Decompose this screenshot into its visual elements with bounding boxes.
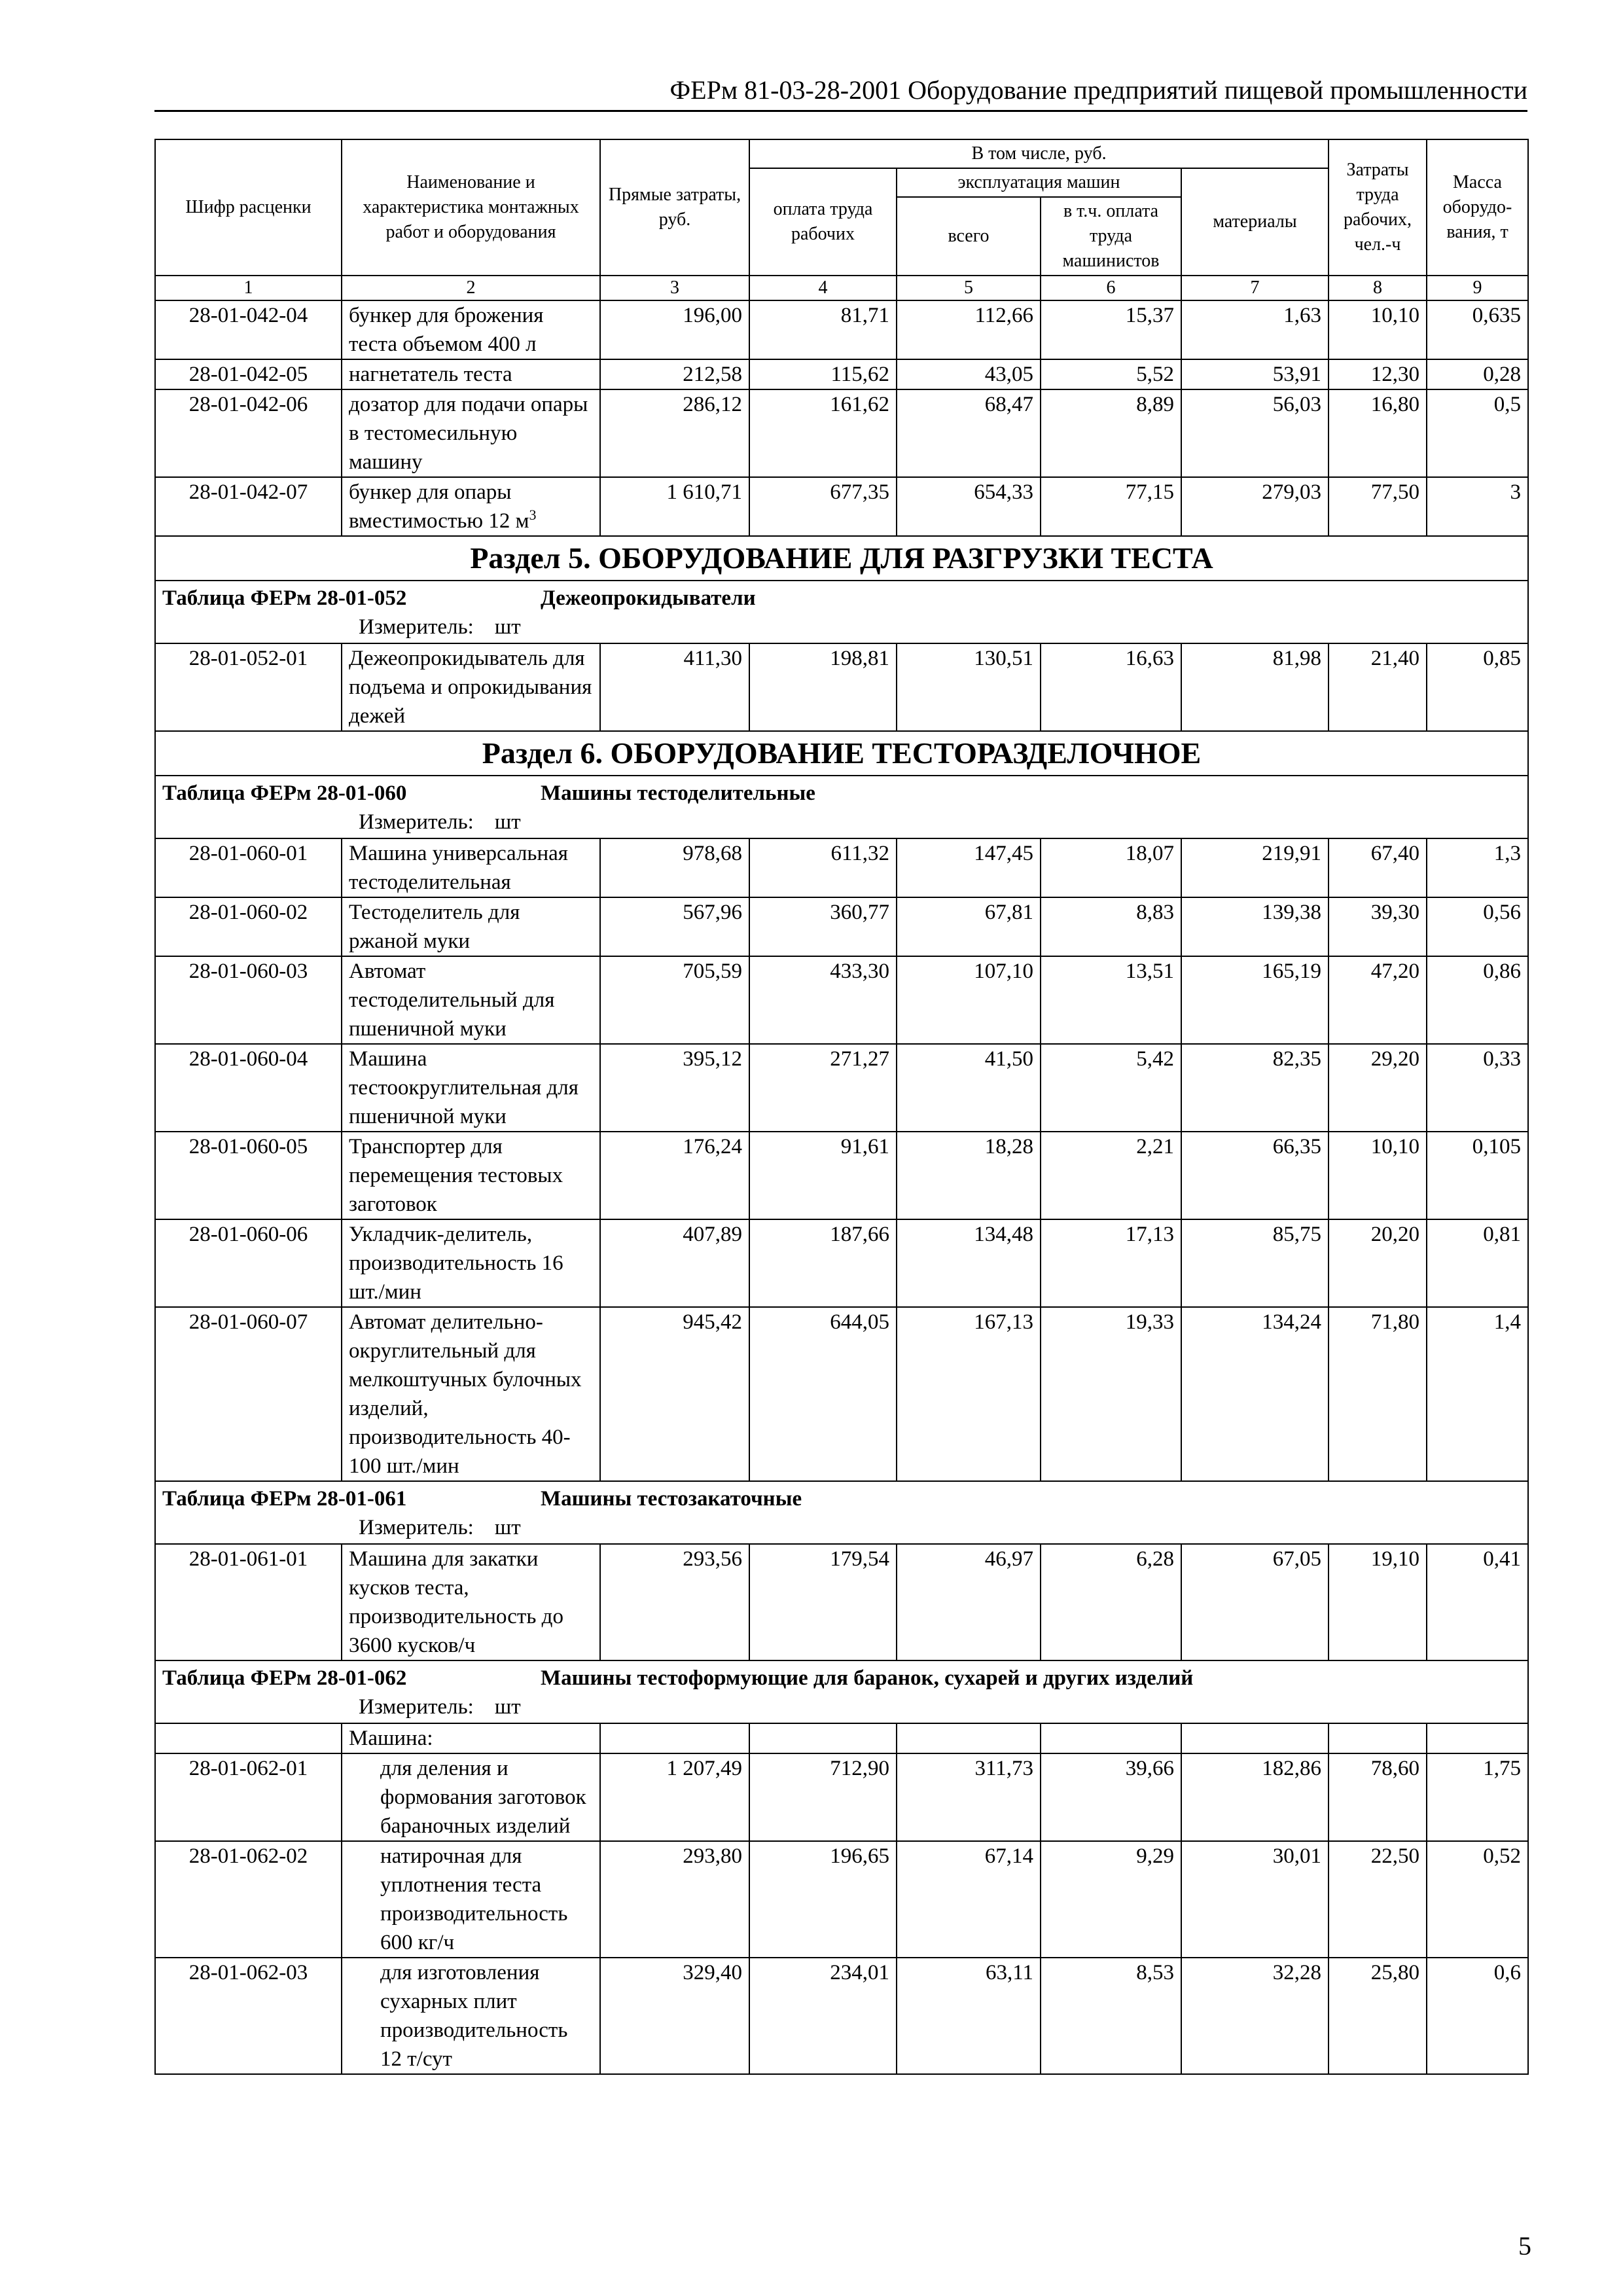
- item-name: [342, 1307, 600, 1481]
- machinist-pay: 8,53: [1041, 1958, 1181, 2074]
- item-name-text: для деления и формования заготовок бараночных изделий: [380, 1757, 586, 1838]
- item-name: [342, 300, 600, 359]
- table-row: [155, 300, 1528, 359]
- direct-cost: 1 610,71: [600, 477, 749, 536]
- labor-hours: 47,20: [1329, 956, 1427, 1044]
- machines-total: 134,48: [897, 1219, 1041, 1307]
- materials-cost: 134,24: [1181, 1307, 1329, 1481]
- col-number: 5: [897, 276, 1041, 300]
- table-caption: [155, 581, 1528, 613]
- item-name: [342, 1753, 600, 1841]
- labor-pay: 433,30: [749, 956, 897, 1044]
- table-measure: [155, 808, 1528, 838]
- materials-cost: 82,35: [1181, 1044, 1329, 1132]
- labor-hours: 22,50: [1329, 1841, 1427, 1958]
- measure-value: шт: [494, 1516, 521, 1539]
- direct-cost: 978,68: [600, 838, 749, 897]
- col-labor-header: Затраты труда рабочих, чел.-ч: [1329, 139, 1427, 276]
- table-row: [155, 1307, 1528, 1481]
- labor-hours: 67,40: [1329, 838, 1427, 897]
- table-row: [155, 359, 1528, 389]
- table-body-062: [155, 1753, 1528, 2074]
- table-row: [155, 1544, 1528, 1660]
- item-name-text: Тестоделитель для ржаной муки: [349, 901, 520, 953]
- machinist-pay: 77,15: [1041, 477, 1181, 536]
- col-code-header: Шифр расценки: [155, 139, 342, 276]
- direct-cost: 286,12: [600, 389, 749, 477]
- equipment-mass: 0,28: [1427, 359, 1528, 389]
- machinist-pay: 16,63: [1041, 643, 1181, 731]
- materials-cost: 81,98: [1181, 643, 1329, 731]
- col-incl-header: В том числе, руб.: [749, 139, 1329, 168]
- machinist-pay: 5,42: [1041, 1044, 1181, 1132]
- equipment-mass: 0,56: [1427, 897, 1528, 956]
- equipment-mass: 0,6: [1427, 1958, 1528, 2074]
- equipment-mass: 0,105: [1427, 1132, 1528, 1219]
- labor-pay: 360,77: [749, 897, 897, 956]
- table-title: Дежеопрокидыватели: [541, 586, 756, 610]
- direct-cost: 705,59: [600, 956, 749, 1044]
- labor-hours: 21,40: [1329, 643, 1427, 731]
- rate-code: 28-01-060-05: [155, 1132, 342, 1219]
- table-measure: [155, 1513, 1528, 1544]
- section-5: [155, 536, 1528, 643]
- direct-cost: 196,00: [600, 300, 749, 359]
- item-name: [342, 1044, 600, 1132]
- rate-code: 28-01-060-06: [155, 1219, 342, 1307]
- rate-code: 28-01-062-02: [155, 1841, 342, 1958]
- item-name: [342, 1544, 600, 1660]
- table-row: [155, 643, 1528, 731]
- item-name-text: Машина универсальная тестоделительная: [349, 842, 568, 894]
- table-row: [155, 1958, 1528, 2074]
- machines-total: 107,10: [897, 956, 1041, 1044]
- section-title: Раздел 6. ОБОРУДОВАНИЕ ТЕСТОРАЗДЕЛОЧНОЕ: [155, 731, 1528, 776]
- col-machines-header: эксплуатация машин: [897, 168, 1181, 197]
- machinist-pay: 15,37: [1041, 300, 1181, 359]
- measure-label: Измеритель:: [359, 810, 474, 834]
- item-name-text: нагнетатель теста: [349, 363, 512, 386]
- item-name-text: натирочная для уплотнения теста производительность 600 кг/ч: [380, 1844, 568, 1954]
- table-body-042: [155, 300, 1528, 536]
- labor-hours: 16,80: [1329, 389, 1427, 477]
- machines-total: 18,28: [897, 1132, 1041, 1219]
- labor-hours: 12,30: [1329, 359, 1427, 389]
- group-label: Машина:: [342, 1723, 600, 1753]
- col-machtotal-header: всего: [897, 197, 1041, 276]
- table-row: [155, 389, 1528, 477]
- machines-total: 112,66: [897, 300, 1041, 359]
- machines-total: 654,33: [897, 477, 1041, 536]
- rate-code: 28-01-061-01: [155, 1544, 342, 1660]
- direct-cost: 1 207,49: [600, 1753, 749, 1841]
- labor-pay: 179,54: [749, 1544, 897, 1660]
- direct-cost: 293,80: [600, 1841, 749, 1958]
- col-number: 8: [1329, 276, 1427, 300]
- rate-code: 28-01-060-07: [155, 1307, 342, 1481]
- item-name: [342, 1958, 600, 2074]
- machinist-pay: 6,28: [1041, 1544, 1181, 1660]
- rate-code: 28-01-042-05: [155, 359, 342, 389]
- machinist-pay: 18,07: [1041, 838, 1181, 897]
- item-name-text: Машина для закатки кусков теста, производительность до 3600 кусков/ч: [349, 1547, 563, 1657]
- measure-label: Измеритель:: [359, 1695, 474, 1719]
- col-number: 7: [1181, 276, 1329, 300]
- materials-cost: 67,05: [1181, 1544, 1329, 1660]
- materials-cost: 30,01: [1181, 1841, 1329, 1958]
- table-title: Машины тестозакаточные: [541, 1487, 802, 1511]
- item-name-text: бункер для опары вместимостью 12 м: [349, 480, 529, 533]
- item-name: [342, 477, 600, 536]
- labor-pay: 611,32: [749, 838, 897, 897]
- measure-value: шт: [494, 615, 521, 639]
- table-row: [155, 1219, 1528, 1307]
- equipment-mass: 0,41: [1427, 1544, 1528, 1660]
- item-name-text: Транспортер для перемещения тестовых заготовок: [349, 1135, 563, 1216]
- table-row: [155, 1841, 1528, 1958]
- labor-hours: 10,10: [1329, 300, 1427, 359]
- equipment-mass: 1,4: [1427, 1307, 1528, 1481]
- table-measure: [155, 1693, 1528, 1723]
- materials-cost: 53,91: [1181, 359, 1329, 389]
- direct-cost: 395,12: [600, 1044, 749, 1132]
- materials-cost: 165,19: [1181, 956, 1329, 1044]
- materials-cost: 219,91: [1181, 838, 1329, 897]
- materials-cost: 85,75: [1181, 1219, 1329, 1307]
- equipment-mass: 0,52: [1427, 1841, 1528, 1958]
- col-materials-header: материалы: [1181, 168, 1329, 276]
- item-name-text: для изготовления сухарных плит производительность 12 т/сут: [380, 1961, 568, 2071]
- labor-hours: 20,20: [1329, 1219, 1427, 1307]
- machines-total: 67,81: [897, 897, 1041, 956]
- machinist-pay: 5,52: [1041, 359, 1181, 389]
- rate-code: 28-01-042-06: [155, 389, 342, 477]
- table-caption: [155, 1481, 1528, 1513]
- direct-cost: 329,40: [600, 1958, 749, 2074]
- direct-cost: 293,56: [600, 1544, 749, 1660]
- table-title: Машины тестоформующие для баранок, сухарей и других изделий: [541, 1666, 1194, 1690]
- labor-pay: 196,65: [749, 1841, 897, 1958]
- table-label: Таблица ФЕРм 28-01-052: [162, 586, 407, 610]
- rates-table: [154, 139, 1529, 2075]
- col-name-header: Наименование и характеристика монтажных работ и оборудования: [342, 139, 600, 276]
- direct-cost: 411,30: [600, 643, 749, 731]
- table-body-052: [155, 643, 1528, 731]
- empty-cell: [155, 1723, 342, 1753]
- col-number: 4: [749, 276, 897, 300]
- item-name-text: Укладчик-делитель, производительность 16 шт./мин: [349, 1223, 563, 1304]
- materials-cost: 56,03: [1181, 389, 1329, 477]
- labor-pay: 198,81: [749, 643, 897, 731]
- col-machwage-header: в т.ч. оплата труда машинистов: [1041, 197, 1181, 276]
- machinist-pay: 2,21: [1041, 1132, 1181, 1219]
- table-caption: [155, 776, 1528, 808]
- machines-total: 43,05: [897, 359, 1041, 389]
- page-number: 5: [1518, 2231, 1531, 2261]
- section-6: [155, 731, 1528, 838]
- machinist-pay: 39,66: [1041, 1753, 1181, 1841]
- table-label: Таблица ФЕРм 28-01-061: [162, 1487, 407, 1511]
- table-label: Таблица ФЕРм 28-01-062: [162, 1666, 407, 1690]
- equipment-mass: 0,33: [1427, 1044, 1528, 1132]
- table-062-header: [155, 1660, 1528, 1753]
- table-header: [155, 139, 1528, 300]
- item-name: [342, 897, 600, 956]
- table-061-header: [155, 1481, 1528, 1544]
- item-name: [342, 1132, 600, 1219]
- item-name-text: Автомат тестоделительный для пшеничной муки: [349, 960, 555, 1041]
- labor-pay: 115,62: [749, 359, 897, 389]
- col-number: 2: [342, 276, 600, 300]
- column-numbers-row: [155, 276, 1528, 300]
- equipment-mass: 0,85: [1427, 643, 1528, 731]
- unit-superscript: 3: [529, 507, 537, 523]
- item-name: [342, 643, 600, 731]
- col-number: 3: [600, 276, 749, 300]
- machines-total: 63,11: [897, 1958, 1041, 2074]
- table-measure: [155, 613, 1528, 643]
- materials-cost: 182,86: [1181, 1753, 1329, 1841]
- item-name: [342, 956, 600, 1044]
- table-row: [155, 897, 1528, 956]
- equipment-mass: 0,5: [1427, 389, 1528, 477]
- machines-total: 41,50: [897, 1044, 1041, 1132]
- rate-code: 28-01-060-03: [155, 956, 342, 1044]
- table-label: Таблица ФЕРм 28-01-060: [162, 781, 407, 805]
- measure-label: Измеритель:: [359, 1516, 474, 1539]
- machines-total: 167,13: [897, 1307, 1041, 1481]
- item-name: [342, 1219, 600, 1307]
- table-body-061: [155, 1544, 1528, 1660]
- item-name: [342, 359, 600, 389]
- materials-cost: 1,63: [1181, 300, 1329, 359]
- labor-hours: 71,80: [1329, 1307, 1427, 1481]
- equipment-mass: 3: [1427, 477, 1528, 536]
- machinist-pay: 19,33: [1041, 1307, 1181, 1481]
- materials-cost: 279,03: [1181, 477, 1329, 536]
- col-number: 6: [1041, 276, 1181, 300]
- labor-hours: 29,20: [1329, 1044, 1427, 1132]
- item-name: [342, 838, 600, 897]
- item-name-text: Машина тестоокруглительная для пшеничной муки: [349, 1047, 579, 1128]
- item-name: [342, 1841, 600, 1958]
- equipment-mass: 0,86: [1427, 956, 1528, 1044]
- labor-pay: 271,27: [749, 1044, 897, 1132]
- table-row: [155, 1044, 1528, 1132]
- item-name-text: бункер для брожения теста объемом 400 л: [349, 304, 544, 356]
- table-title: Машины тестоделительные: [541, 781, 815, 805]
- col-number: 1: [155, 276, 342, 300]
- labor-pay: 712,90: [749, 1753, 897, 1841]
- labor-hours: 78,60: [1329, 1753, 1427, 1841]
- table-row: [155, 838, 1528, 897]
- labor-pay: 644,05: [749, 1307, 897, 1481]
- machines-total: 147,45: [897, 838, 1041, 897]
- machinist-pay: 9,29: [1041, 1841, 1181, 1958]
- col-mass-header: Масса оборудо-вания, т: [1427, 139, 1528, 276]
- labor-pay: 234,01: [749, 1958, 897, 2074]
- machinist-pay: 17,13: [1041, 1219, 1181, 1307]
- machinist-pay: 13,51: [1041, 956, 1181, 1044]
- col-direct-header: Прямые затраты, руб.: [600, 139, 749, 276]
- measure-value: шт: [494, 810, 521, 834]
- table-row: [155, 1753, 1528, 1841]
- machines-total: 67,14: [897, 1841, 1041, 1958]
- measure-label: Измеритель:: [359, 615, 474, 639]
- equipment-mass: 0,635: [1427, 300, 1528, 359]
- materials-cost: 139,38: [1181, 897, 1329, 956]
- table-body-060: [155, 838, 1528, 1481]
- table-caption: [155, 1660, 1528, 1693]
- direct-cost: 407,89: [600, 1219, 749, 1307]
- table-row: [155, 477, 1528, 536]
- item-name: [342, 389, 600, 477]
- machines-total: 46,97: [897, 1544, 1041, 1660]
- machinist-pay: 8,89: [1041, 389, 1181, 477]
- machines-total: 311,73: [897, 1753, 1041, 1841]
- rate-code: 28-01-060-01: [155, 838, 342, 897]
- labor-pay: 91,61: [749, 1132, 897, 1219]
- equipment-mass: 0,81: [1427, 1219, 1528, 1307]
- direct-cost: 945,42: [600, 1307, 749, 1481]
- table-row: [155, 1132, 1528, 1219]
- rate-code: 28-01-052-01: [155, 643, 342, 731]
- rate-code: 28-01-042-07: [155, 477, 342, 536]
- machines-total: 68,47: [897, 389, 1041, 477]
- labor-hours: 39,30: [1329, 897, 1427, 956]
- direct-cost: 176,24: [600, 1132, 749, 1219]
- direct-cost: 212,58: [600, 359, 749, 389]
- materials-cost: 66,35: [1181, 1132, 1329, 1219]
- measure-value: шт: [494, 1695, 521, 1719]
- rate-code: 28-01-060-02: [155, 897, 342, 956]
- rate-code: 28-01-042-04: [155, 300, 342, 359]
- table-row: [155, 956, 1528, 1044]
- direct-cost: 567,96: [600, 897, 749, 956]
- labor-hours: 10,10: [1329, 1132, 1427, 1219]
- labor-hours: 25,80: [1329, 1958, 1427, 2074]
- rate-code: 28-01-060-04: [155, 1044, 342, 1132]
- machines-total: 130,51: [897, 643, 1041, 731]
- materials-cost: 32,28: [1181, 1958, 1329, 2074]
- labor-pay: 677,35: [749, 477, 897, 536]
- col-number: 9: [1427, 276, 1528, 300]
- page-header: ФЕРм 81-03-28-2001 Оборудование предприятий пищевой промышленности: [154, 73, 1527, 112]
- item-name-text: Автомат делительно-округлительный для мелкоштучных булочных изделий, производительность 40-100 шт./мин: [349, 1310, 582, 1478]
- labor-pay: 187,66: [749, 1219, 897, 1307]
- labor-pay: 161,62: [749, 389, 897, 477]
- rate-code: 28-01-062-01: [155, 1753, 342, 1841]
- item-name-text: дозатор для подачи опары в тестомесильную машину: [349, 393, 588, 474]
- labor-pay: 81,71: [749, 300, 897, 359]
- labor-hours: 19,10: [1329, 1544, 1427, 1660]
- section-title: Раздел 5. ОБОРУДОВАНИЕ ДЛЯ РАЗГРУЗКИ ТЕСТА: [155, 536, 1528, 581]
- rate-code: 28-01-062-03: [155, 1958, 342, 2074]
- col-laborpay-header: оплата труда рабочих: [749, 168, 897, 276]
- labor-hours: 77,50: [1329, 477, 1427, 536]
- item-name-text: Дежеопрокидыватель для подъема и опрокидывания дежей: [349, 647, 592, 728]
- machinist-pay: 8,83: [1041, 897, 1181, 956]
- equipment-mass: 1,3: [1427, 838, 1528, 897]
- equipment-mass: 1,75: [1427, 1753, 1528, 1841]
